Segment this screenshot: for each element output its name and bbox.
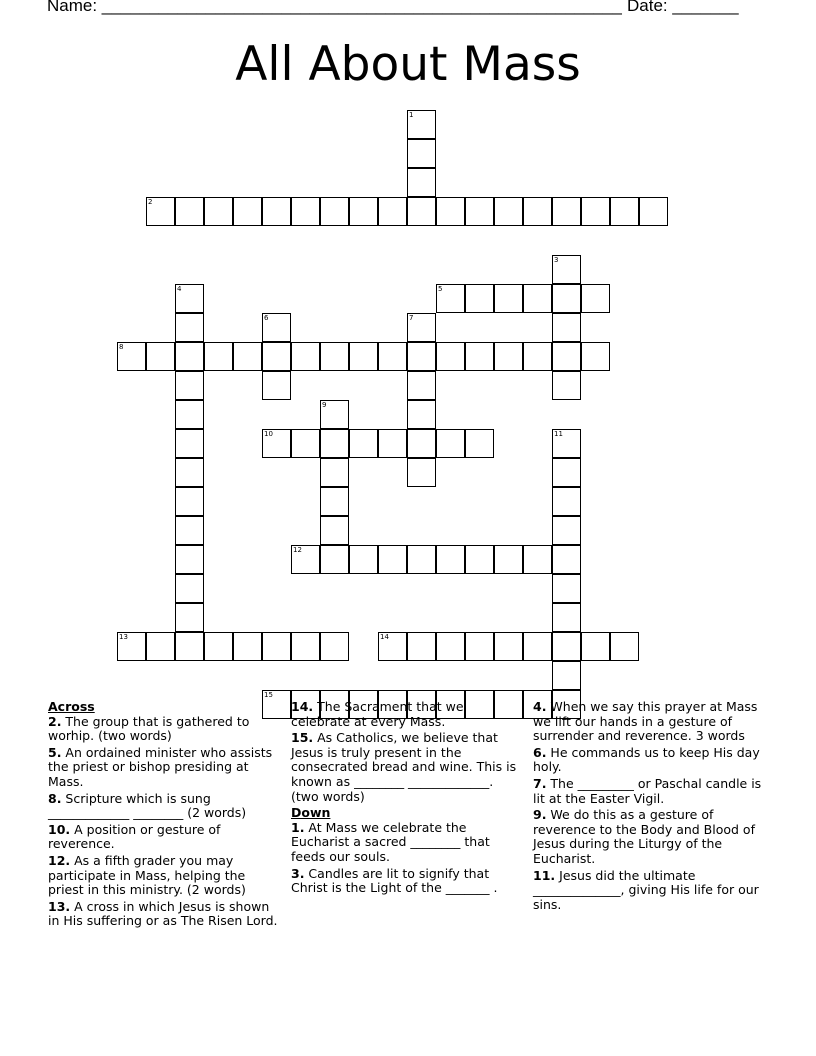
clue-text: As a fifth grader you may participate in Mass, helping the priest in this ministry. (2 words): [48, 852, 250, 898]
grid-cell[interactable]: [320, 197, 349, 226]
grid-cell[interactable]: [552, 574, 581, 603]
grid-cell[interactable]: [262, 429, 291, 458]
clue-text: The _________ or Paschal candle is lit at the Easter Vigil.: [533, 775, 766, 806]
grid-cell[interactable]: [610, 197, 639, 226]
clue-text: An ordained minister who assists the priest or bishop presiding at Mass.: [48, 744, 277, 789]
grid-cell[interactable]: [552, 313, 581, 342]
clue-number: 12.: [48, 852, 71, 868]
page-title: All About Mass: [235, 37, 581, 92]
grid-cell[interactable]: [349, 429, 378, 458]
name-field-line: Name: _______________________________________________________: [47, 0, 622, 15]
clue-text: The Sacrament that we celebrate at every Mass.: [291, 699, 468, 729]
clue-item: [48, 900, 284, 929]
grid-cell[interactable]: [407, 545, 436, 574]
grid-cell[interactable]: [552, 197, 581, 226]
grid-cell[interactable]: [320, 342, 349, 371]
grid-cell[interactable]: [146, 197, 175, 226]
clue-number: 2.: [48, 713, 62, 729]
down-heading: Down: [291, 805, 331, 821]
clue-number-label: 12: [293, 546, 302, 554]
grid-cell[interactable]: [552, 371, 581, 400]
clue-number-label: 6: [264, 314, 269, 322]
grid-cell[interactable]: [175, 574, 204, 603]
grid-cell[interactable]: [233, 342, 262, 371]
clue-number-label: 9: [322, 401, 327, 409]
grid-cell[interactable]: [552, 429, 581, 458]
clue-item: [48, 792, 284, 821]
grid-cell[interactable]: [436, 284, 465, 313]
grid-cell[interactable]: [407, 400, 436, 429]
across-clue-list: [48, 715, 284, 929]
grid-cell[interactable]: [291, 545, 320, 574]
grid-cell[interactable]: [465, 545, 494, 574]
clue-item: [533, 700, 769, 744]
grid-cell[interactable]: [175, 632, 204, 661]
grid-cell[interactable]: [349, 545, 378, 574]
grid-cell[interactable]: [465, 429, 494, 458]
grid-cell[interactable]: [407, 429, 436, 458]
grid-cell[interactable]: [175, 458, 204, 487]
grid-cell[interactable]: [552, 603, 581, 632]
clue-number-label: 4: [177, 285, 182, 293]
clue-item: [533, 777, 769, 806]
grid-cell[interactable]: [117, 342, 146, 371]
clue-item: [48, 823, 284, 852]
clue-text: As Catholics, we believe that Jesus is truly present in the consecrated bread and wine. This is known as ________ _____________. (two words): [291, 730, 521, 804]
grid-cell[interactable]: [552, 255, 581, 284]
clue-item: [291, 821, 521, 865]
grid-cell[interactable]: [320, 632, 349, 661]
clue-number-label: 3: [554, 256, 559, 264]
clue-number-label: 15: [264, 691, 273, 699]
grid-cell[interactable]: [175, 342, 204, 371]
grid-cell[interactable]: [407, 458, 436, 487]
grid-cell[interactable]: [175, 603, 204, 632]
grid-cell[interactable]: [581, 632, 610, 661]
grid-cell[interactable]: [204, 342, 233, 371]
grid-cell[interactable]: [320, 545, 349, 574]
grid-cell[interactable]: [291, 342, 320, 371]
clues-column-2: [291, 700, 521, 898]
grid-cell[interactable]: [407, 313, 436, 342]
clue-number: 15.: [291, 730, 314, 746]
grid-cell[interactable]: [552, 545, 581, 574]
across-clue-list-continued: [291, 700, 521, 804]
grid-cell[interactable]: [320, 487, 349, 516]
clue-number: 5.: [48, 744, 62, 760]
clue-text: The group that is gathered to worhip. (two words): [48, 713, 254, 744]
grid-cell[interactable]: [320, 400, 349, 429]
clue-number: 8.: [48, 790, 62, 806]
grid-cell[interactable]: [552, 284, 581, 313]
grid-cell[interactable]: [175, 400, 204, 429]
grid-cell[interactable]: [407, 371, 436, 400]
grid-cell[interactable]: [204, 197, 233, 226]
grid-cell[interactable]: [581, 197, 610, 226]
clue-number: 7.: [533, 775, 547, 791]
grid-cell[interactable]: [233, 197, 262, 226]
clue-item: [291, 867, 521, 896]
down-clue-list: [291, 821, 521, 896]
clue-number: 1.: [291, 819, 305, 835]
grid-cell[interactable]: [465, 197, 494, 226]
clue-item: [291, 700, 521, 729]
grid-cell[interactable]: [581, 284, 610, 313]
grid-cell[interactable]: [175, 429, 204, 458]
clue-item: [533, 869, 769, 913]
grid-cell[interactable]: [523, 342, 552, 371]
clue-number: 9.: [533, 807, 547, 823]
grid-cell[interactable]: [349, 342, 378, 371]
grid-cell[interactable]: [494, 284, 523, 313]
grid-cell[interactable]: [378, 545, 407, 574]
grid-cell[interactable]: [204, 632, 233, 661]
grid-cell[interactable]: [552, 632, 581, 661]
grid-cell[interactable]: [523, 284, 552, 313]
clue-number-label: 10: [264, 430, 273, 438]
clue-item: [48, 854, 284, 898]
clue-number: 3.: [291, 865, 305, 881]
clue-number: 10.: [48, 821, 71, 837]
grid-cell[interactable]: [320, 516, 349, 545]
grid-cell[interactable]: [175, 313, 204, 342]
clue-number-label: 1: [409, 111, 414, 119]
grid-cell[interactable]: [407, 342, 436, 371]
grid-cell[interactable]: [175, 516, 204, 545]
clue-text: We do this as a gesture of reverence to the Body and Blood of Jesus during the Liturgy of the Eucharist.: [533, 807, 759, 866]
clue-number-label: 5: [438, 285, 443, 293]
grid-cell[interactable]: [523, 632, 552, 661]
grid-cell[interactable]: [581, 342, 610, 371]
grid-cell[interactable]: [175, 487, 204, 516]
grid-cell[interactable]: [175, 284, 204, 313]
clue-number-label: 7: [409, 314, 414, 322]
grid-cell[interactable]: [378, 342, 407, 371]
clue-item: [533, 808, 769, 866]
grid-cell[interactable]: [552, 487, 581, 516]
clue-item: [48, 715, 284, 744]
grid-cell[interactable]: [262, 313, 291, 342]
grid-cell[interactable]: [407, 168, 436, 197]
clue-number: 6.: [533, 744, 547, 760]
grid-cell[interactable]: [552, 342, 581, 371]
clue-text: A position or gesture of reverence.: [48, 821, 225, 852]
date-field-line: Date: _______: [627, 0, 739, 15]
grid-cell[interactable]: [436, 342, 465, 371]
down-clue-list-continued: [533, 700, 769, 912]
across-heading: Across: [48, 699, 95, 714]
clue-item: [533, 746, 769, 775]
clues-column-1: [48, 700, 284, 931]
grid-cell[interactable]: [552, 516, 581, 545]
grid-cell[interactable]: [523, 545, 552, 574]
grid-cell[interactable]: [407, 110, 436, 139]
grid-cell[interactable]: [349, 197, 378, 226]
grid-cell[interactable]: [407, 632, 436, 661]
clue-number: 14.: [291, 699, 314, 714]
clue-number-label: 11: [554, 430, 563, 438]
grid-cell[interactable]: [465, 342, 494, 371]
clue-number-label: 13: [119, 633, 128, 641]
grid-cell[interactable]: [320, 458, 349, 487]
grid-cell[interactable]: [175, 197, 204, 226]
grid-cell[interactable]: [175, 371, 204, 400]
grid-cell[interactable]: [378, 429, 407, 458]
grid-cell[interactable]: [494, 342, 523, 371]
grid-cell[interactable]: [378, 197, 407, 226]
grid-cell[interactable]: [117, 632, 146, 661]
clue-item: [48, 746, 284, 790]
grid-cell[interactable]: [233, 632, 262, 661]
grid-cell[interactable]: [378, 632, 407, 661]
grid-cell[interactable]: [175, 545, 204, 574]
clue-item: [291, 731, 521, 804]
clue-text: A cross in which Jesus is shown in His suffering or as The Risen Lord.: [48, 898, 278, 929]
grid-cell[interactable]: [552, 458, 581, 487]
grid-cell[interactable]: [436, 632, 465, 661]
clues-column-3: [533, 700, 769, 914]
grid-cell[interactable]: [436, 429, 465, 458]
grid-cell[interactable]: [494, 545, 523, 574]
grid-cell[interactable]: [291, 429, 320, 458]
grid-cell[interactable]: [262, 197, 291, 226]
grid-cell[interactable]: [610, 632, 639, 661]
clue-text: Jesus did the ultimate ______________, giving His life for our sins.: [533, 867, 763, 912]
grid-cell[interactable]: [436, 545, 465, 574]
clue-number-label: 8: [119, 343, 124, 351]
grid-cell[interactable]: [436, 197, 465, 226]
grid-cell[interactable]: [523, 197, 552, 226]
grid-cell[interactable]: [146, 342, 175, 371]
grid-cell[interactable]: [639, 197, 668, 226]
clue-number: 4.: [533, 699, 547, 714]
clue-text: At Mass we celebrate the Eucharist a sacred ________ that feeds our souls.: [291, 819, 494, 864]
grid-cell[interactable]: [494, 197, 523, 226]
grid-cell[interactable]: [407, 197, 436, 226]
grid-cell[interactable]: [552, 661, 581, 690]
clue-number-label: 14: [380, 633, 389, 641]
clue-text: Scripture which is sung _____________ ________ (2 words): [48, 790, 247, 821]
grid-cell[interactable]: [262, 632, 291, 661]
grid-cell[interactable]: [262, 342, 291, 371]
clue-text: He commands us to keep His day holy.: [533, 744, 764, 775]
grid-cell[interactable]: [291, 632, 320, 661]
grid-cell[interactable]: [465, 284, 494, 313]
grid-cell[interactable]: [320, 429, 349, 458]
grid-cell[interactable]: [407, 139, 436, 168]
clue-number: 11.: [533, 867, 556, 883]
grid-cell[interactable]: [465, 632, 494, 661]
grid-cell[interactable]: [262, 371, 291, 400]
grid-cell[interactable]: [146, 632, 175, 661]
clue-text: When we say this prayer at Mass we lift our hands in a gesture of surrender and reverence. 3 words: [533, 699, 762, 744]
grid-cell[interactable]: [494, 632, 523, 661]
grid-cell[interactable]: [291, 197, 320, 226]
clue-number: 13.: [48, 898, 71, 914]
clue-number-label: 2: [148, 198, 153, 206]
clue-text: Candles are lit to signify that Christ is the Light of the _______ .: [291, 865, 498, 896]
